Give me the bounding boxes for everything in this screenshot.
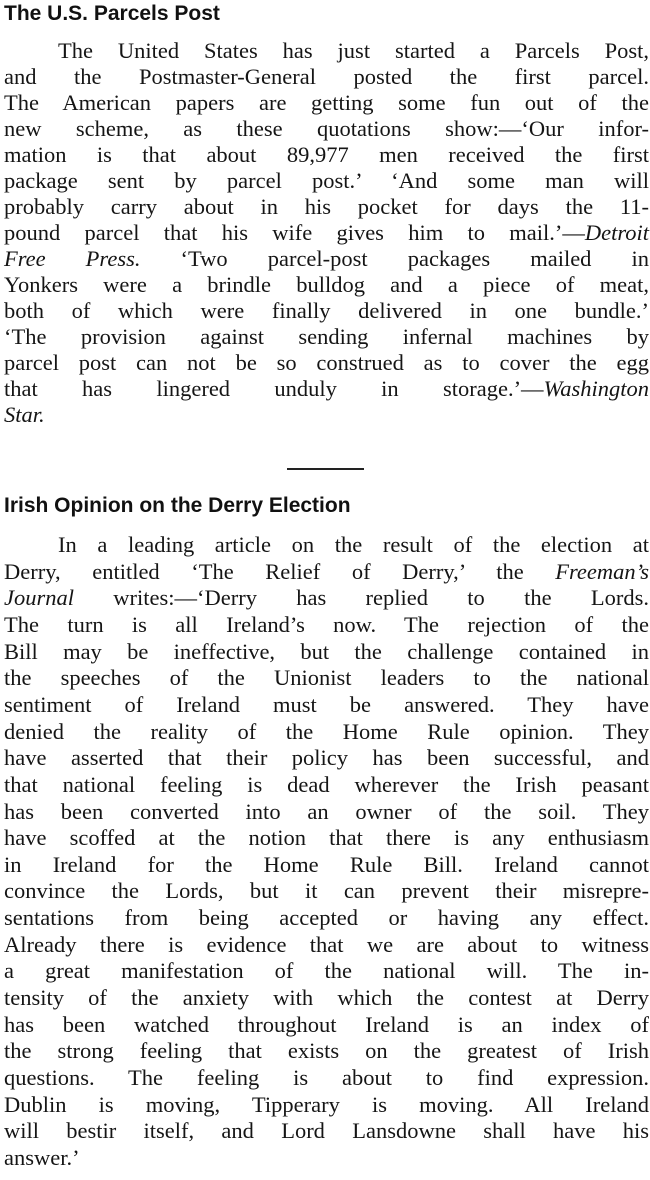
text-line [4, 376, 649, 402]
text-run: the speeches of the Unionist leaders to the national [4, 665, 649, 691]
text-line [4, 612, 649, 638]
text-run: pound parcel that his wife gives him to mail.’— [4, 220, 585, 245]
text-line [4, 1118, 649, 1144]
text-line [4, 692, 649, 718]
italic-text: Star. [4, 402, 45, 427]
text-run: ‘The provision against sending infernal machines by [4, 324, 649, 349]
text-run: and the Postmaster-General posted the first parcel. [4, 64, 649, 89]
text-run: answer.’ [4, 1144, 80, 1170]
text-run: the strong feeling that exists on the greatest of Irish [4, 1038, 649, 1064]
text-run: will bestir itself, and Lord Lansdowne shall have his [4, 1118, 649, 1144]
text-line [4, 825, 649, 851]
text-run: has been converted into an owner of the soil. They [4, 798, 649, 824]
text-line [4, 298, 649, 324]
text-line [4, 1012, 649, 1038]
text-run: denied the reality of the Home Rule opinion. They [4, 718, 649, 744]
text-line [4, 402, 649, 428]
text-run: probably carry about in his pocket for days the 11- [4, 194, 649, 219]
italic-text: Washington [543, 376, 649, 401]
text-line [4, 324, 649, 350]
text-run: ‘Two parcel-post packages mailed in [140, 246, 649, 271]
text-run: parcel post can not be so construed as to cover the egg [4, 350, 649, 375]
text-line [4, 932, 649, 958]
text-run: questions. The feeling is about to find expression. [4, 1065, 649, 1090]
text-line [4, 220, 649, 246]
text-run: Bill may be ineffective, but the challenge contained in [4, 638, 649, 664]
article-title-parcels-post: The U.S. Parcels Post [4, 2, 220, 25]
text-run: in Ireland for the Home Rule Bill. Ireland cannot [4, 851, 649, 877]
text-line [4, 585, 649, 611]
text-run: new scheme, as these quotations show:—‘Our infor- [4, 116, 649, 141]
text-run: In a leading article on the result of the election at [58, 532, 649, 557]
text-line [4, 905, 649, 931]
text-line [4, 958, 649, 984]
text-run: writes:—‘Derry has replied to the Lords. [74, 585, 649, 611]
text-run: that national feeling is dead wherever the Irish peasant [4, 771, 649, 797]
text-run: both of which were finally delivered in one bundle.’ [4, 298, 649, 323]
text-run: convince the Lords, but it can prevent their misrepre- [4, 878, 649, 904]
text-run: Dublin is moving, Tipperary is moving. All Ireland [4, 1091, 649, 1117]
italic-text: Free Press. [4, 246, 141, 271]
italic-text: Detroit [584, 220, 649, 245]
text-line [4, 665, 649, 691]
text-run: Derry, entitled ‘The Relief of Derry,’ the [4, 558, 556, 584]
text-run: has been watched throughout Ireland is an index of [4, 1011, 649, 1037]
text-line [4, 985, 649, 1011]
text-line [4, 90, 649, 116]
text-line [4, 639, 649, 665]
text-run: The American papers are getting some fun out of the [4, 90, 649, 115]
text-line [4, 142, 649, 168]
text-line [4, 799, 649, 825]
text-run: Yonkers were a brindle bulldog and a piece of meat, [4, 272, 649, 297]
text-run: a great manifestation of the national will. The in- [4, 958, 649, 984]
text-line [4, 168, 649, 194]
text-line [4, 559, 649, 585]
text-run: The turn is all Ireland’s now. The rejection of the [4, 611, 649, 637]
text-line [4, 719, 649, 745]
text-line [4, 350, 649, 376]
article-title-derry-election: Irish Opinion on the Derry Election [4, 494, 351, 517]
text-run: sentiment of Ireland must be answered. They have [4, 691, 649, 717]
text-line [58, 532, 649, 558]
text-line [58, 38, 649, 64]
text-line [4, 246, 649, 272]
text-run: that has lingered unduly in storage.’— [4, 376, 544, 401]
text-run: sentations from being accepted or having any effect. [4, 905, 649, 931]
text-line [4, 772, 649, 798]
text-line [4, 194, 649, 220]
text-line [4, 1145, 649, 1171]
text-line [4, 272, 649, 298]
text-run: mation is that about 89,977 men received the first [4, 142, 649, 167]
text-run: have asserted that their policy has been successful, and [4, 745, 649, 771]
text-run: have scoffed at the notion that there is any enthusiasm [4, 825, 649, 851]
text-line [4, 64, 649, 90]
text-line [4, 878, 649, 904]
text-line [4, 852, 649, 878]
italic-text: Journal [4, 585, 74, 611]
text-line [4, 745, 649, 771]
text-line [4, 1038, 649, 1064]
section-divider [287, 468, 364, 470]
text-line [4, 116, 649, 142]
text-line [4, 1065, 649, 1091]
text-line [4, 1092, 649, 1118]
italic-text: Freeman’s [555, 558, 649, 584]
text-run: Already there is evidence that we are about to witness [4, 931, 649, 957]
text-run: The United States has just started a Parcels Post, [58, 38, 649, 63]
text-run: tensity of the anxiety with which the contest at Derry [4, 985, 649, 1011]
text-run: package sent by parcel post.’ ‘And some man will [4, 168, 649, 193]
